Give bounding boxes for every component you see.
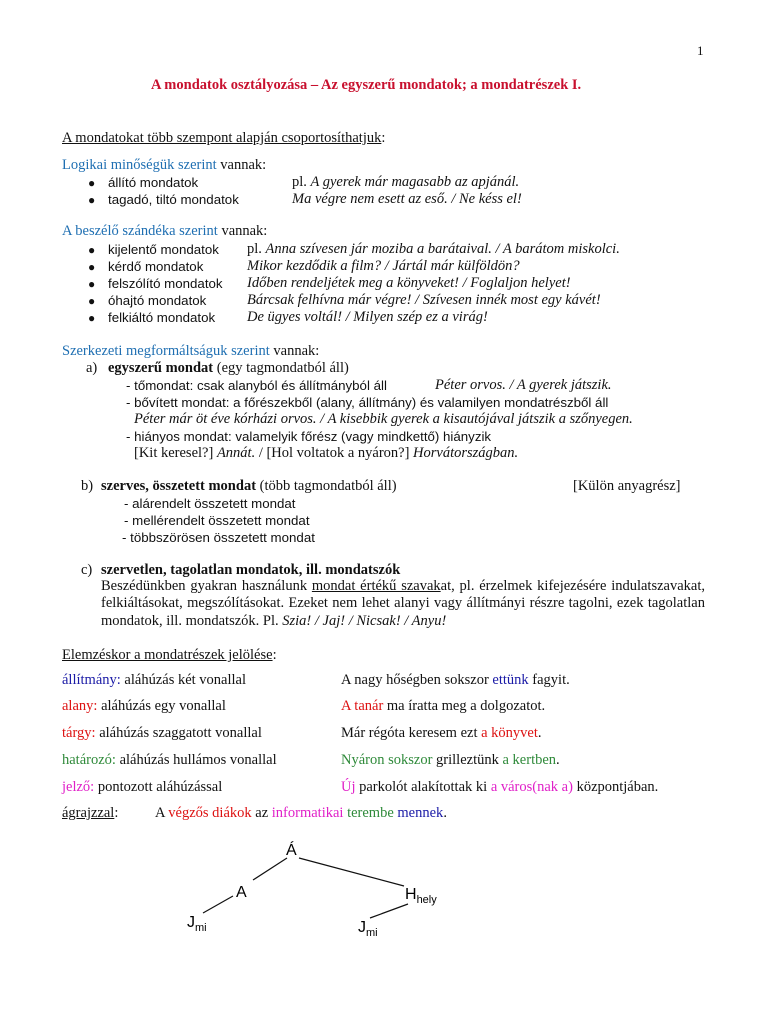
hianyos-a1: Annát. <box>216 445 256 461</box>
section-b-note: [Külön anyagrész] <box>573 478 681 494</box>
marking-example-segment: grilleztünk <box>432 752 503 768</box>
speaker-item-example: Bárcsak felhívna már végre! / Szívesen innék most egy kávét! <box>247 292 601 308</box>
tree-node-right-sub: hely <box>416 894 437 906</box>
marking-desc: pontozott aláhúzással <box>94 779 223 795</box>
intro-colon: : <box>381 130 386 146</box>
section-b-rest: (több tagmondatból áll) <box>256 478 397 494</box>
tree-node-root: Á <box>286 842 297 859</box>
marking-example-segment: Már régóta keresem ezt <box>341 725 482 741</box>
section-c-marker: c) <box>81 562 93 578</box>
agrajz-segment: mennek <box>393 805 444 821</box>
tree-edge <box>203 896 233 913</box>
tree-leaf-2-main: J <box>358 919 366 936</box>
bovitett-example: Péter már öt éve kórházi orvos. / A kisebbik gyerek a kisautójával játszik a szőnyegen. <box>134 411 633 427</box>
tree-node-leaf-2 <box>358 919 378 939</box>
speaker-item-label: felszólító mondatok <box>108 276 223 291</box>
section-a-rest: (egy tagmondatból áll) <box>213 360 349 376</box>
marking-desc: aláhúzás hullámos vonallal <box>115 752 277 768</box>
section-c-underlined: mondat értékű szavak <box>311 578 441 594</box>
marking-example-segment: Új <box>341 779 356 795</box>
structural-vannak: vannak: <box>269 343 320 359</box>
speaker-item-label: óhajtó mondatok <box>108 293 207 308</box>
bullet-icon: ● <box>88 243 96 257</box>
marking-example-segment: központjában. <box>572 779 659 795</box>
marking-example-segment: a kertben <box>502 752 557 768</box>
bullet-icon: ● <box>88 176 96 190</box>
agrajz-segment: informatikai <box>271 805 344 821</box>
speaker-item-example: Mikor kezdődik a film? / Jártál már külföldön? <box>247 258 520 274</box>
marking-desc: aláhúzás egy vonallal <box>97 698 226 714</box>
section-b-item: - mellérendelt összetett mondat <box>124 513 310 528</box>
logical-item-example: Ma végre nem esett az eső. / Ne késs el! <box>292 191 522 207</box>
logical-vannak: vannak: <box>216 157 267 173</box>
hianyos-q1: [Kit keresel?] <box>134 445 217 461</box>
agrajz-segment: végzős diákok <box>168 805 252 821</box>
speaker-item-example: De ügyes voltál! / Milyen szép ez a virág! <box>247 309 488 325</box>
tree-edge <box>253 858 287 880</box>
speaker-vannak: vannak: <box>217 223 268 239</box>
agrajz-segment: terembe <box>343 805 394 821</box>
bullet-icon: ● <box>88 260 96 274</box>
speaker-item-example: Időben rendeljétek meg a könyveket! / Foglaljon helyet! <box>247 275 571 291</box>
speaker-heading: A beszélő szándéka szerint <box>62 223 218 239</box>
marking-colon: : <box>272 647 277 663</box>
bullet-icon: ● <box>88 277 96 291</box>
marking-example-segment: A nagy hőségben sokszor <box>341 672 493 688</box>
hianyos-a2: Horvátországban. <box>413 445 519 461</box>
marking-example-segment: ma íratta meg a dolgozatot. <box>383 698 546 714</box>
marking-desc: aláhúzás két vonallal <box>120 672 247 688</box>
example-prefix: pl. <box>247 241 266 257</box>
tree-node-left: A <box>236 884 247 901</box>
intro-text: A mondatokat több szempont alapján csoportosíthatjuk <box>62 130 382 146</box>
section-a-title: egyszerű mondat <box>108 360 214 376</box>
marking-term: alany: <box>62 698 98 714</box>
marking-example-segment: Nyáron sokszor <box>341 752 433 768</box>
marking-example-segment: A tanár <box>341 698 384 714</box>
tree-node-right-main: H <box>405 886 417 903</box>
tree-edge <box>370 904 408 918</box>
agrajz-label: ágrajzzal <box>62 805 115 821</box>
marking-term: jelző: <box>62 779 95 795</box>
marking-example-segment: . <box>556 752 560 768</box>
marking-desc: aláhúzás szaggatott vonallal <box>95 725 262 741</box>
speaker-item-label: kérdő mondatok <box>108 259 204 274</box>
logical-item-label: tagadó, tiltó mondatok <box>108 192 239 207</box>
marking-example-segment: a város(nak a) <box>490 779 573 795</box>
tree-edge <box>299 858 404 886</box>
marking-heading: Elemzéskor a mondatrészek jelölése <box>62 647 273 663</box>
marking-example-segment: ettünk <box>492 672 529 688</box>
marking-example-segment: fagyit. <box>528 672 570 688</box>
tree-node-leaf-1 <box>187 914 207 934</box>
bovitett-label: - bővített mondat: a főrészekből (alany, állítmány) és valamilyen mondatrészből áll <box>126 395 609 410</box>
hianyos-q2: / [Hol voltatok a nyáron?] <box>255 445 414 461</box>
section-b-marker: b) <box>81 478 94 494</box>
tomondat-example: Péter orvos. / A gyerek játszik. <box>435 377 612 393</box>
tree-leaf-1-sub: mi <box>195 922 207 934</box>
section-b-item: - többszörösen összetett mondat <box>122 530 315 545</box>
tree-leaf-1-main: J <box>187 914 195 931</box>
marking-term: határozó: <box>62 752 116 768</box>
agrajz-segment: . <box>443 805 447 821</box>
agrajz-colon: : <box>114 805 119 821</box>
marking-example-segment: parkolót alakítottak ki <box>355 779 491 795</box>
tree-leaf-2-sub: mi <box>366 927 378 939</box>
logical-heading: Logikai minőségük szerint <box>62 157 217 173</box>
example-text: Anna szívesen jár moziba a barátaival. / A barátom miskolci. <box>265 241 620 257</box>
section-c-title: szervetlen, tagolatlan mondatok, ill. mondatszók <box>101 562 401 578</box>
tomondat-label: - tőmondat: csak alanyból és állítmányból áll <box>126 378 387 393</box>
speaker-item-label: felkiáltó mondatok <box>108 310 216 325</box>
hianyos-label: - hiányos mondat: valamelyik főrész (vagy mindkettő) hiányzik <box>126 429 492 444</box>
bullet-icon: ● <box>88 294 96 308</box>
structural-heading: Szerkezeti megformáltságuk szerint <box>62 343 270 359</box>
bullet-icon: ● <box>88 193 96 207</box>
marking-term: tárgy: <box>62 725 96 741</box>
speaker-item-label: kijelentő mondatok <box>108 242 219 257</box>
example-text: A gyerek már magasabb az apjánál. <box>310 174 520 190</box>
section-c-examples: Szia! / Jaj! / Nicsak! / Anyu! <box>282 612 447 629</box>
example-prefix: pl. <box>292 174 311 190</box>
section-c-p1: Beszédünkben gyakran használunk <box>101 578 312 594</box>
section-b-title: szerves, összetett mondat <box>101 478 257 494</box>
agrajz-segment: A <box>155 805 169 821</box>
tree-node-right <box>405 886 437 906</box>
section-c-p2: at, pl. érzelmek kifejezésére indulatszavakat, felkiáltásokat, megszólításokat. Ezeket nem lehet alanyi vagy állítmányi részre tagolni, ezek tagolatlan mondatok, ill. mondatszók. Pl. <box>101 578 705 629</box>
page-title: A mondatok osztályozása – Az egyszerű mondatok; a mondatrészek I. <box>151 77 582 93</box>
bullet-icon: ● <box>88 311 96 325</box>
section-b-item: - alárendelt összetett mondat <box>124 496 296 511</box>
logical-item-label: állító mondatok <box>108 175 199 190</box>
section-a-marker: a) <box>86 360 98 376</box>
marking-example-segment: a könyvet <box>481 725 538 741</box>
page-number: 1 <box>697 43 704 58</box>
agrajz-segment: az <box>251 805 272 821</box>
marking-term: állítmány: <box>62 672 121 688</box>
marking-example-segment: . <box>537 725 542 741</box>
